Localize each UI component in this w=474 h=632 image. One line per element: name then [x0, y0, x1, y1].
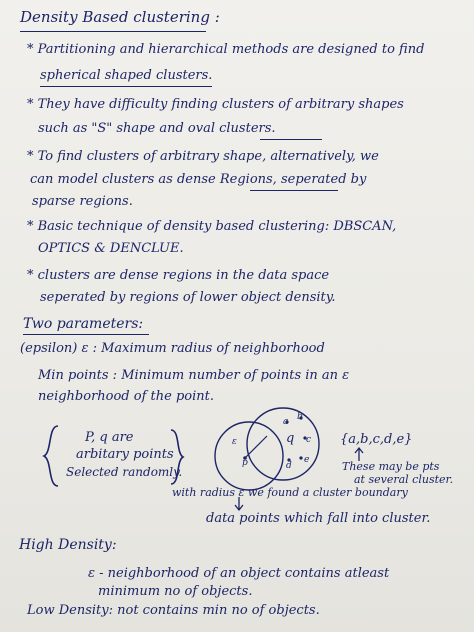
diagram-label-b: b: [297, 412, 303, 422]
title-underline: [20, 31, 206, 32]
p3-line3: sparse regions.: [32, 194, 133, 209]
p1-line1: * Partitioning and hierarchical methods are designed to find: [27, 42, 425, 57]
p2-line2: such as "S" shape and oval clusters.: [38, 121, 276, 136]
low-density-line: Low Density: not contains min no of objects.: [27, 603, 320, 618]
p3-line2: can model clusters as dense Regions, seperated by: [30, 172, 367, 187]
params-heading: Two parameters:: [23, 316, 144, 332]
brace-line2: arbitary points: [76, 447, 174, 462]
diagram-label-epsilon: ε: [232, 437, 237, 447]
diagram-label-a: a: [283, 417, 289, 427]
dense-regions-underline: [250, 190, 338, 191]
p1-underline: [40, 86, 212, 87]
p3-line1: * To find clusters of arbitrary shape, alternatively, we: [27, 149, 379, 164]
diagram-label-d: d: [286, 461, 292, 471]
brace-line3: Selected randomly.: [66, 465, 183, 479]
diagram-label-q: q: [286, 431, 295, 446]
p2-line1: * They have difficulty finding clusters of arbitrary shapes: [27, 97, 404, 112]
may-be-line2: at several cluster.: [354, 473, 454, 486]
minpts-line2: neighborhood of the point.: [38, 389, 214, 404]
params-underline: [23, 334, 149, 335]
point-e: [299, 456, 302, 459]
page-title: Density Based clustering :: [20, 8, 220, 26]
diagram-label-c: c: [306, 435, 312, 445]
brace-line1: P, q are: [85, 430, 134, 445]
oval-underline: [260, 139, 322, 140]
right-brace: [168, 428, 186, 486]
diagram-label-e: e: [304, 455, 310, 465]
high-density-line1: ε - neighborhood of an object contains atleast: [88, 566, 390, 581]
may-be-line1: These may be pts: [342, 460, 440, 473]
p4-line2: OPTICS & DENCLUE.: [38, 241, 184, 256]
arrow-down-icon: [232, 496, 246, 512]
p5-line2: seperated by regions of lower object density.: [40, 290, 336, 305]
left-brace: [40, 424, 62, 488]
diagram-label-p: p: [242, 458, 248, 468]
minpts-line1: Min points : Minimum number of points in an ε: [38, 368, 350, 383]
radius-caption: with radius ε we found a cluster boundary: [172, 486, 408, 499]
high-density-line2: minimum no of objects.: [98, 584, 253, 599]
point-set-label: {a,b,c,d,e}: [340, 432, 413, 447]
epsilon-line: (epsilon) ε : Maximum radius of neighborhood: [20, 341, 325, 356]
p1-line2: spherical shaped clusters.: [40, 68, 213, 83]
radius-line: [245, 436, 267, 458]
p4-line1: * Basic technique of density based clustering: DBSCAN,: [27, 219, 397, 234]
high-density-heading: High Density:: [19, 537, 117, 553]
data-points-line: data points which fall into cluster.: [206, 511, 431, 526]
p5-line1: * clusters are dense regions in the data space: [27, 268, 330, 283]
